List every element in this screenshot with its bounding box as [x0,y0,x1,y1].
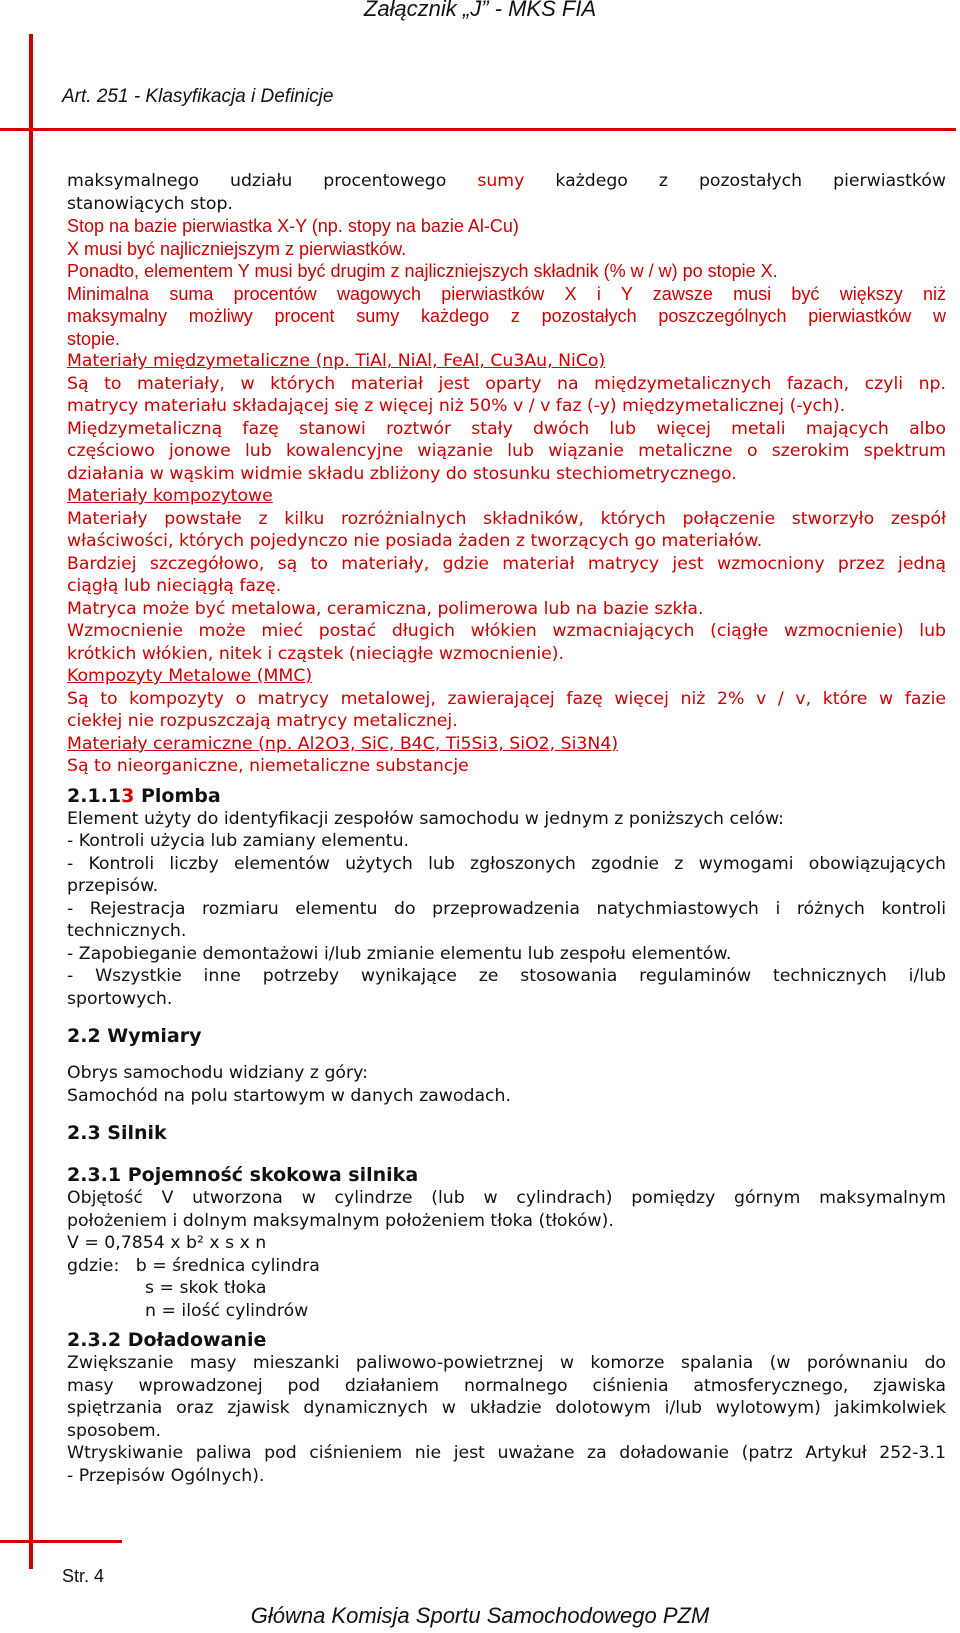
text-line: ciągłą lub nieciągłą fazę. [67,576,282,596]
text-line: Materiały powstałe z kilku rozróżnialnych składników, których połączenie stworzyło zespół [67,508,946,529]
text-line: matrycy materiału składającej się z więcej niż 50% v / v faz (-y) międzymetalicznej (-ych). [67,396,846,416]
subheading-ceramics: Materiały ceramiczne (np. Al2O3, SiC, B4C, Ti5Si3, SiO2, Si3N4) [67,733,619,754]
text-line: Matryca może być metalowa, ceramiczna, polimerowa lub na bazie szkła. [67,598,704,619]
text-line: położeniem i dolnym maksymalnym położeniem tłoka (tłoków). [67,1210,614,1231]
page-number: Str. 4 [62,1566,105,1586]
text-line: działania w wąskim widmie składu zbliżony do stosunku stechiometrycznego. [67,463,737,484]
text-line: Bardziej szczegółowo, są to materiały, gdzie materiał matrycy jest wzmocniony przez jedną [67,553,946,574]
text-line: Są to materiały, w których materiał jest oparty na międzymetalicznych fazach, czyli np. [67,373,946,394]
formula-where: gdzie: b = średnica cylindra [67,1255,320,1276]
text-line: Stop na bazie pierwiastka X-Y (np. stopy na bazie Al-Cu) [67,216,519,236]
text-line: stopie. [67,328,121,349]
text-line: - Zapobieganie demontażowi i/lub zmianie elementu lub zespołu elementów. [67,943,732,964]
document-header-title: Załącznik „J” - MKS FIA [363,0,597,21]
text-line: przepisów. [67,876,159,896]
text-line: sportowych. [67,988,173,1009]
text-line: stanowiących stop. [67,193,233,214]
text-line: Objętość V utworzona w cylindrze (lub w cylindrach) pomiędzy górnym maksymalnym [67,1188,946,1208]
text-line: Są to kompozyty o matrycy metalowej, zawierającej fazę więcej niż 2% v / v, które w fazie [67,688,946,709]
text-line: - Wszystkie inne potrzeby wynikające ze stosowania regulaminów technicznych i/lub [67,966,946,986]
footer-organization: Główna Komisja Sportu Samochodowego PZM [250,1603,710,1628]
text-line: ciekłej nie rozpuszczają matrycy metalicznej. [67,711,458,731]
text-line: sposobem. [67,1420,162,1441]
section-heading-231: 2.3.1 Pojemność skokowa silnika [67,1164,419,1186]
text-line: Wzmocnienie może mieć postać długich włókien wzmacniających (ciągłe wzmocnienie) lub [67,621,946,641]
text-line: masy wprowadzonej pod działaniem normalnego ciśnienia atmosferycznego, zjawiska [67,1375,946,1396]
text-line: częściowo jonowe lub kowalencyjne wiązanie lub wiązanie metaliczne o szerokim spektrum [67,441,946,461]
text-line: Minimalna suma procentów wagowych pierwiastków X i Y zawsze musi być większy niż [67,283,946,304]
footer-rule [0,1540,122,1543]
text-line: - Kontroli użycia lub zamiany elementu. [67,831,410,851]
section-heading-23: 2.3 Silnik [67,1122,167,1144]
formula-term: s = skok tłoka [145,1278,267,1298]
text-line: maksymalnego udziału procentowego sumy każdego z pozostałych pierwiastków [67,171,947,191]
text-line: Są to nieorganiczne, niemetaliczne substancje [67,756,469,776]
formula-term: n = ilość cylindrów [145,1300,309,1321]
margin-rule-vertical [29,34,33,1569]
text-line: spiętrzania oraz zjawisk dynamicznych w układzie dolotowym i/lub wylotowym) jakimkolwiek [67,1398,946,1418]
header-rule [0,128,956,131]
text-line: Zwiększanie masy mieszanki paliwowo-powietrznej w komorze spalania (w porównaniu do [67,1353,946,1373]
section-heading-2113: 2.1.13 Plomba [67,784,221,807]
section-heading-22: 2.2 Wymiary [67,1025,202,1047]
text-line: właściwości, których pojedynczo nie posiada żaden z tworzących go materiałów. [67,531,763,551]
subheading-mmc: Kompozyty Metalowe (MMC) [67,666,313,686]
subheading-composites: Materiały kompozytowe [67,486,273,506]
text-line: krótkich włókien, nitek i cząstek (nieciągłe wzmocnienie). [67,643,565,664]
text-line: maksymalny możliwy procent sumy każdego z pozostałych poszczególnych pierwiastków w [67,306,946,326]
article-title: Art. 251 - Klasyfikacja i Definicje [62,86,334,107]
text-line: Ponadto, elementem Y musi być drugim z najliczniejszych składnik (% w / w) po stopie X. [67,261,778,281]
text-line: - Kontroli liczby elementów użytych lub zgłoszonych zgodnie z wymogami obowiązujących [67,853,946,874]
highlight-sumy: sumy [477,171,525,191]
formula: V = 0,7854 x b² x s x n [67,1233,267,1253]
text-line: Obrys samochodu widziany z góry: [67,1063,368,1083]
section-heading-232: 2.3.2 Doładowanie [67,1329,267,1351]
text-line: Wtryskiwanie paliwa pod ciśnieniem nie jest uważane za doładowanie (patrz Artykuł 252-3.1 [67,1443,946,1463]
text-line: Samochód na polu startowym w danych zawodach. [67,1085,511,1106]
text-line: - Rejestracja rozmiaru elementu do przeprowadzenia natychmiastowych i różnych kontroli [67,898,946,919]
text-line: Międzymetaliczną fazę stanowi roztwór stały dwóch lub więcej metali mających albo [67,418,946,439]
text-line: Element użyty do identyfikacji zespołów samochodu w jednym z poniższych celów: [67,808,784,829]
document-body [67,170,946,1487]
text-line: X musi być najliczniejszym z pierwiastków. [67,238,407,259]
text-line: - Przepisów Ogólnych). [67,1465,265,1486]
text-line: technicznych. [67,921,187,941]
subheading-intermetallic: Materiały międzymetaliczne (np. TiAl, NiAl, FeAl, Cu3Au, NiCo) [67,351,606,371]
